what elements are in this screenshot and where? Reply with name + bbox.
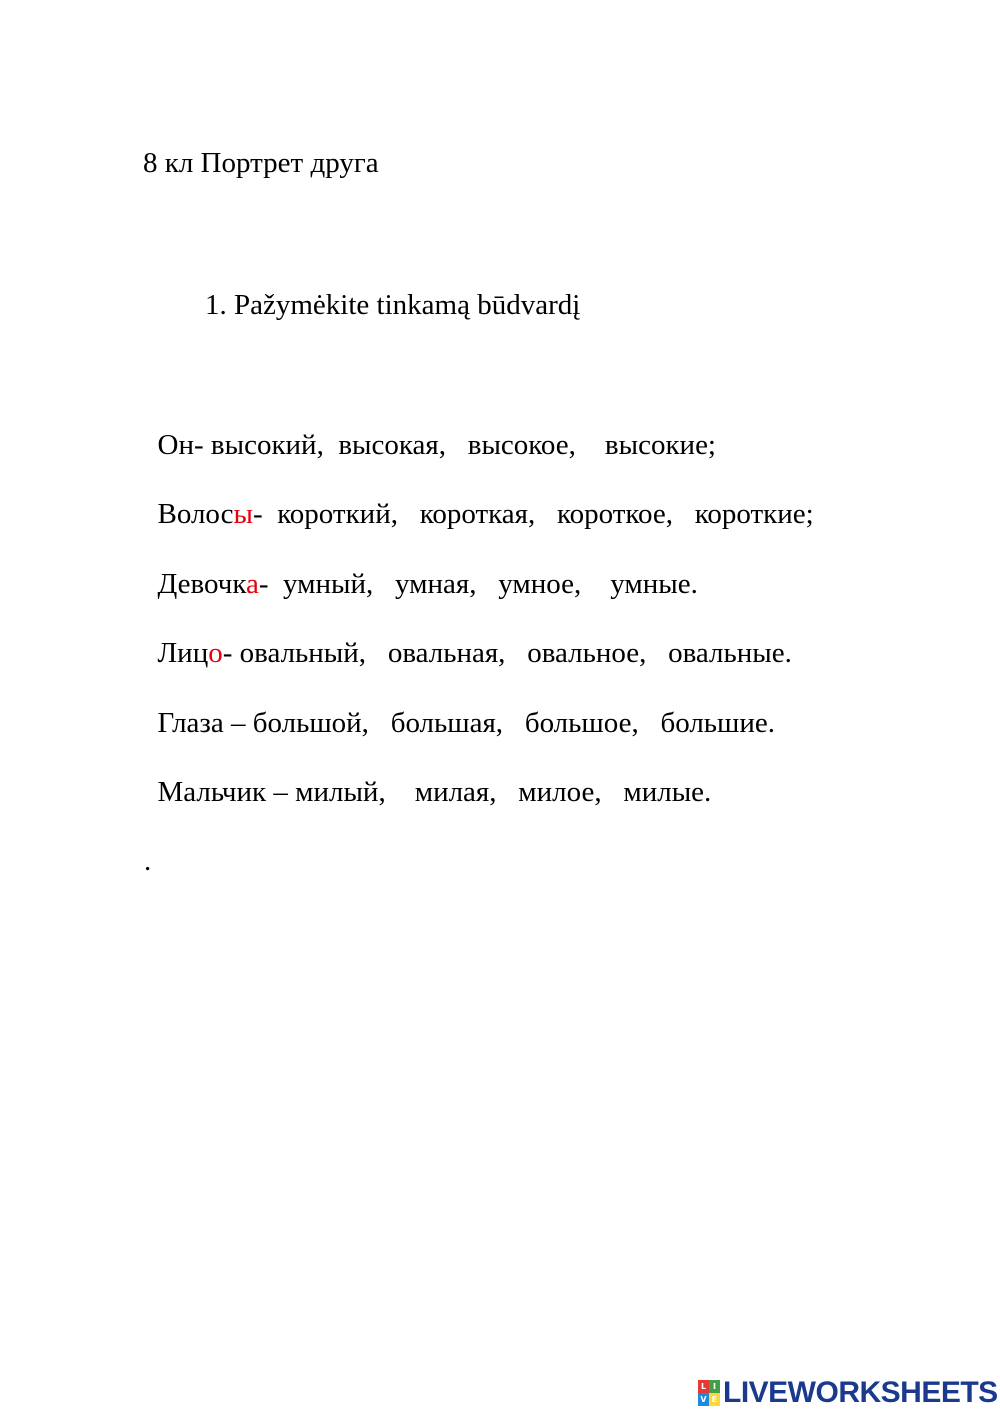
adjective-option[interactable]: высокие; — [604, 429, 716, 461]
noun-stem: Мальчик — [157, 776, 267, 808]
adjective-option[interactable]: высокая, — [338, 429, 446, 461]
adjective-option[interactable]: умный, — [283, 568, 374, 600]
logo-letter: I — [709, 1380, 720, 1393]
separator: – — [223, 707, 253, 739]
adjective-option[interactable]: овальный, — [239, 637, 367, 669]
adjective-option[interactable]: большое, — [524, 707, 639, 739]
adjective-option[interactable]: большой, — [252, 707, 369, 739]
exercise-row-3 — [143, 530, 698, 602]
exercise-row-5 — [143, 669, 775, 741]
noun-stem: Лиц — [157, 637, 209, 669]
separator: - — [253, 498, 278, 530]
brand-text: LIVEWORKSHEETS — [723, 1376, 998, 1409]
noun-stem: Он — [157, 429, 194, 461]
logo-letter: V — [698, 1393, 709, 1406]
adjective-option[interactable]: умная, — [395, 568, 477, 600]
noun-stem: Глаза — [157, 707, 224, 739]
separator: - — [222, 637, 240, 669]
noun-stem: Волос — [157, 498, 234, 530]
adjective-option[interactable]: овальная, — [387, 637, 506, 669]
adjective-option[interactable]: короткое, — [557, 498, 674, 530]
noun-ending: ы — [233, 498, 254, 530]
noun-ending: о — [208, 637, 223, 669]
liveworksheets-logo — [698, 1378, 998, 1408]
exercise-row-4 — [143, 599, 792, 671]
exercise-row-1 — [143, 391, 716, 463]
adjective-option[interactable]: овальные. — [668, 637, 792, 669]
adjective-option[interactable]: высокий, — [210, 429, 324, 461]
exercise-row-6 — [143, 738, 711, 810]
separator: - — [193, 429, 211, 461]
trailing-dot: . — [144, 845, 152, 877]
adjective-option[interactable]: милое, — [518, 776, 602, 808]
exercise-row-2 — [143, 460, 814, 532]
adjective-option[interactable]: милый, — [295, 776, 386, 808]
worksheet-title: 8 кл Портрет друга — [143, 147, 379, 179]
separator: – — [266, 776, 296, 808]
adjective-option[interactable]: короткие; — [694, 498, 814, 530]
adjective-option[interactable]: умные. — [610, 568, 698, 600]
noun-ending: а — [246, 568, 259, 600]
adjective-option[interactable]: большие. — [660, 707, 775, 739]
liveworksheets-logo-icon — [698, 1380, 720, 1406]
adjective-option[interactable]: милые. — [623, 776, 712, 808]
adjective-option[interactable]: высокое, — [467, 429, 576, 461]
adjective-option[interactable]: короткий, — [277, 498, 398, 530]
separator: - — [258, 568, 284, 600]
adjective-option[interactable]: большая, — [390, 707, 504, 739]
task-instruction: 1. Pažymėkite tinkamą būdvardį — [205, 289, 581, 321]
adjective-option[interactable]: короткая, — [419, 498, 536, 530]
adjective-option[interactable]: овальное, — [527, 637, 647, 669]
logo-letter: E — [709, 1393, 720, 1406]
logo-letter: L — [698, 1380, 709, 1393]
adjective-option[interactable]: милая, — [414, 776, 497, 808]
noun-stem: Девочк — [157, 568, 246, 600]
adjective-option[interactable]: умное, — [498, 568, 582, 600]
